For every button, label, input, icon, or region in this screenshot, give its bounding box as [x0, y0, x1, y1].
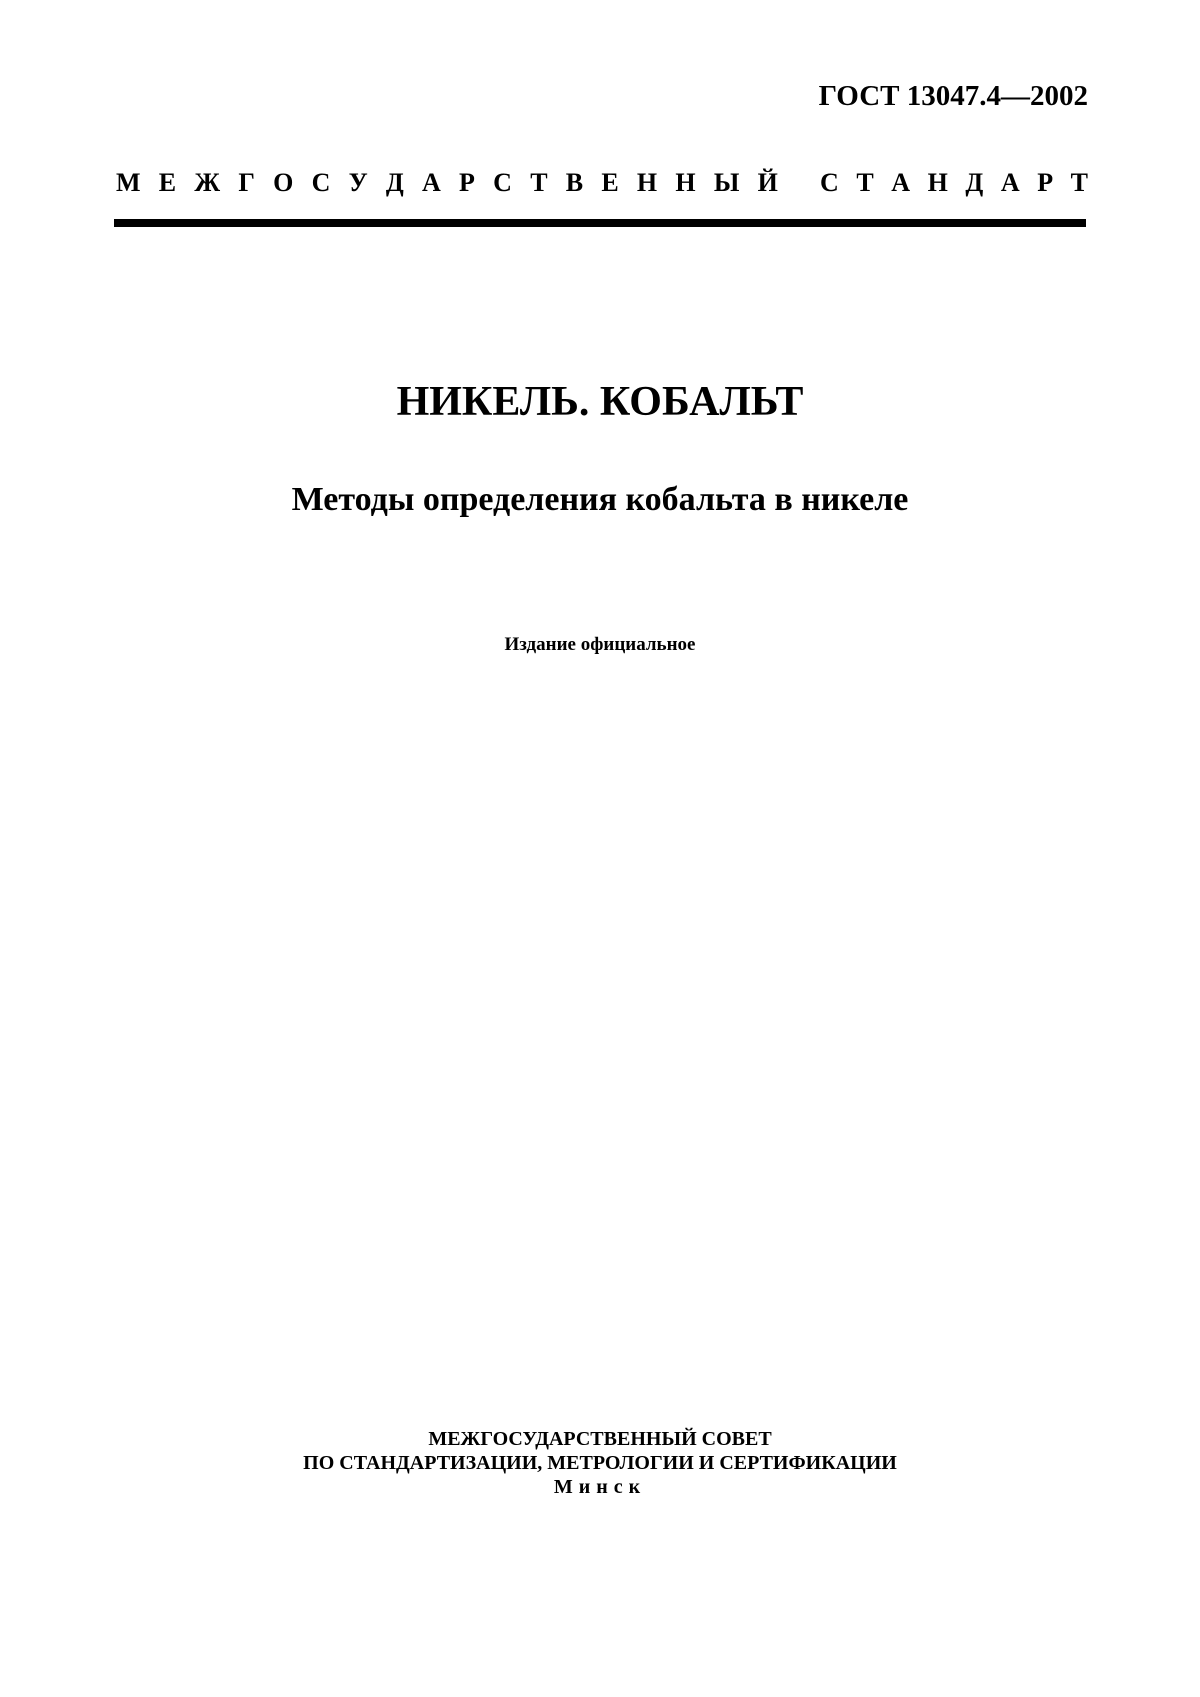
standard-type-letter: Д: [965, 168, 984, 197]
standard-type-letter: Н: [927, 168, 948, 197]
publisher-line-2: ПО СТАНДАРТИЗАЦИИ, МЕТРОЛОГИИ И СЕРТИФИКАЦИИ: [303, 1452, 897, 1474]
standard-type-letter: Ы: [713, 168, 740, 197]
standard-type-letter: Т: [1070, 168, 1088, 197]
standard-type-letter: С: [311, 168, 331, 197]
page-subtitle: Методы определения кобальта в никеле: [291, 481, 909, 518]
standard-type-letter: С: [493, 168, 512, 197]
edition-label: Издание официальное: [504, 634, 696, 655]
publisher-block: [0, 1427, 1200, 1499]
standard-type-letter: Д: [385, 168, 404, 197]
standard-type-letter: Й: [757, 168, 778, 197]
standard-type-letter: А: [422, 168, 441, 197]
standard-type-letter: А: [1000, 168, 1020, 197]
standard-type-letter: В: [565, 168, 584, 197]
standard-type-letter: У: [348, 168, 368, 197]
standard-type-word-2: [820, 168, 1088, 198]
standard-type-letter: Т: [856, 168, 874, 197]
standard-type-letter: Ж: [194, 168, 221, 197]
standard-type-letter: Р: [1037, 168, 1054, 197]
standard-type-letter: О: [273, 168, 294, 197]
standard-type-letter: М: [116, 168, 141, 197]
standard-type-letter: Г: [238, 168, 255, 197]
publisher-city: Минск: [553, 1476, 647, 1498]
standard-type-word-1: [116, 168, 778, 198]
header-rule: [114, 219, 1086, 227]
standard-type-letter: Т: [530, 168, 548, 197]
document-number: ГОСТ 13047.4—2002: [818, 80, 1088, 112]
standard-type-letter: Н: [675, 168, 696, 197]
standard-type-letter: С: [820, 168, 839, 197]
standard-type-letter: А: [891, 168, 911, 197]
publisher-line-1: МЕЖГОСУДАРСТВЕННЫЙ СОВЕТ: [428, 1428, 772, 1450]
standard-type-letter: Е: [601, 168, 619, 197]
page-title: НИКЕЛЬ. КОБАЛЬТ: [396, 379, 804, 425]
standard-type-letter: Е: [158, 168, 177, 197]
standard-type-heading: [116, 168, 1088, 198]
standard-type-letter: Р: [459, 168, 475, 197]
standard-type-letter: Н: [636, 168, 658, 197]
